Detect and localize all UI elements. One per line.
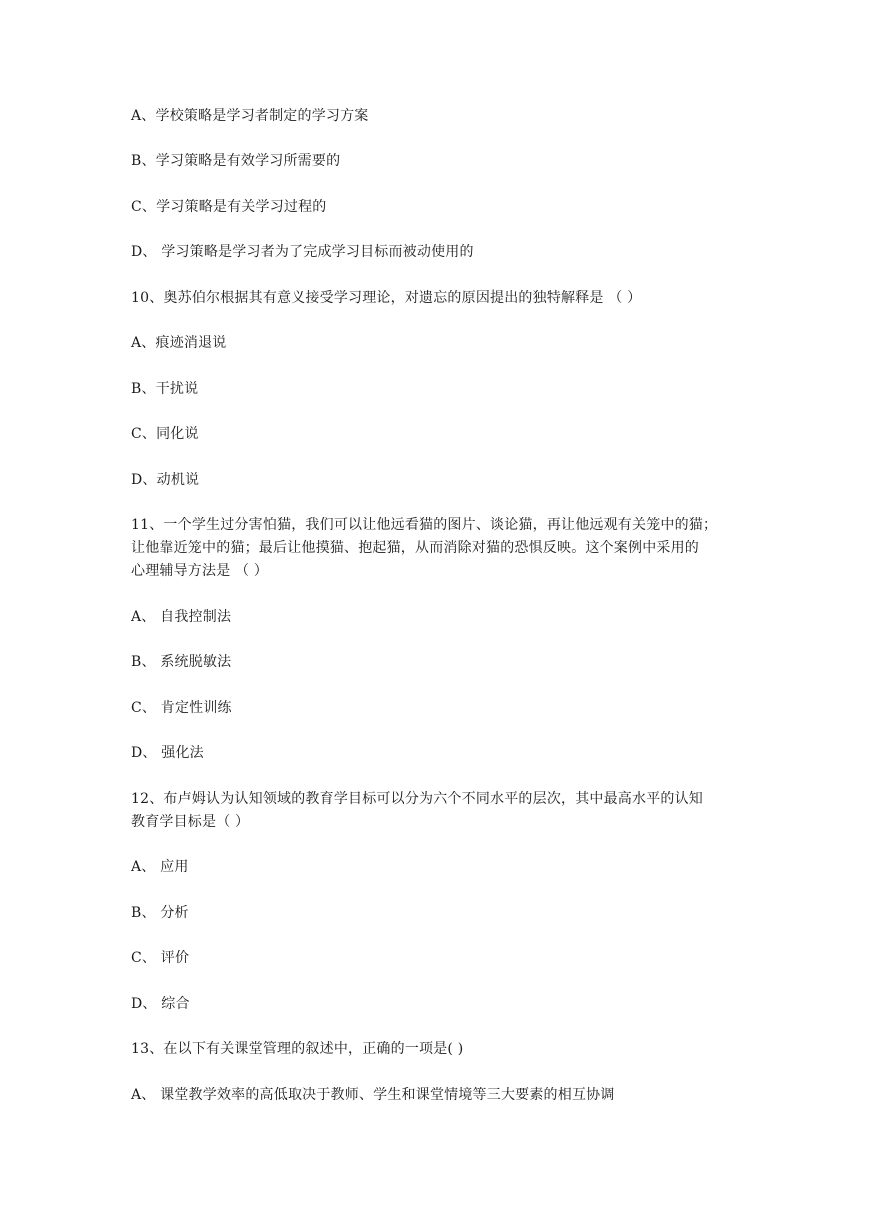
q11-stem-line3: 心理辅导方法是 （ ）: [131, 563, 269, 579]
q12-option-a: A、 应用: [131, 859, 189, 875]
q9-option-d: D、 学习策略是学习者为了完成学习目标而被动使用的: [131, 244, 474, 260]
q11-option-c: C、 肯定性训练: [131, 700, 232, 716]
q12-option-b: B、 分析: [131, 905, 189, 921]
q13-option-a: A、 课堂教学效率的高低取决于教师、学生和课堂情境等三大要素的相互协调: [131, 1087, 615, 1103]
q9-option-b: B、学习策略是有效学习所需要的: [131, 153, 341, 169]
q12-stem-line2: 教育学目标是（ ）: [131, 814, 250, 830]
q12-stem-line1: 12、布卢姆认为认知领域的教育学目标可以分为六个不同水平的层次，其中最高水平的认知: [131, 791, 704, 807]
q9-option-a: A、学校策略是学习者制定的学习方案: [131, 108, 369, 124]
q11-stem-line1: 11、一个学生过分害怕猫，我们可以让他远看猫的图片、谈论猫，再让他远观有关笼中的猫；: [131, 517, 718, 533]
q11-stem-line2: 让他靠近笼中的猫；最后让他摸猫、抱起猫，从而消除对猫的恐惧反映。这个案例中采用的: [131, 540, 699, 556]
q11-option-a: A、 自我控制法: [131, 609, 232, 625]
q10-stem: 10、奥苏伯尔根据其有意义接受学习理论，对遗忘的原因提出的独特解释是 （ ）: [131, 290, 642, 306]
q12-option-d: D、 综合: [131, 996, 190, 1012]
q10-option-d: D、动机说: [131, 472, 200, 488]
q9-option-c: C、学习策略是有关学习过程的: [131, 199, 327, 215]
q10-option-b: B、干扰说: [131, 381, 199, 397]
q12-option-c: C、 评价: [131, 950, 190, 966]
q10-option-c: C、同化说: [131, 426, 199, 442]
q11-option-b: B、 系统脱敏法: [131, 654, 232, 670]
q10-option-a: A、痕迹消退说: [131, 335, 227, 351]
q11-option-d: D、 强化法: [131, 745, 204, 761]
q13-stem: 13、在以下有关课堂管理的叙述中，正确的一项是( ): [131, 1041, 464, 1057]
